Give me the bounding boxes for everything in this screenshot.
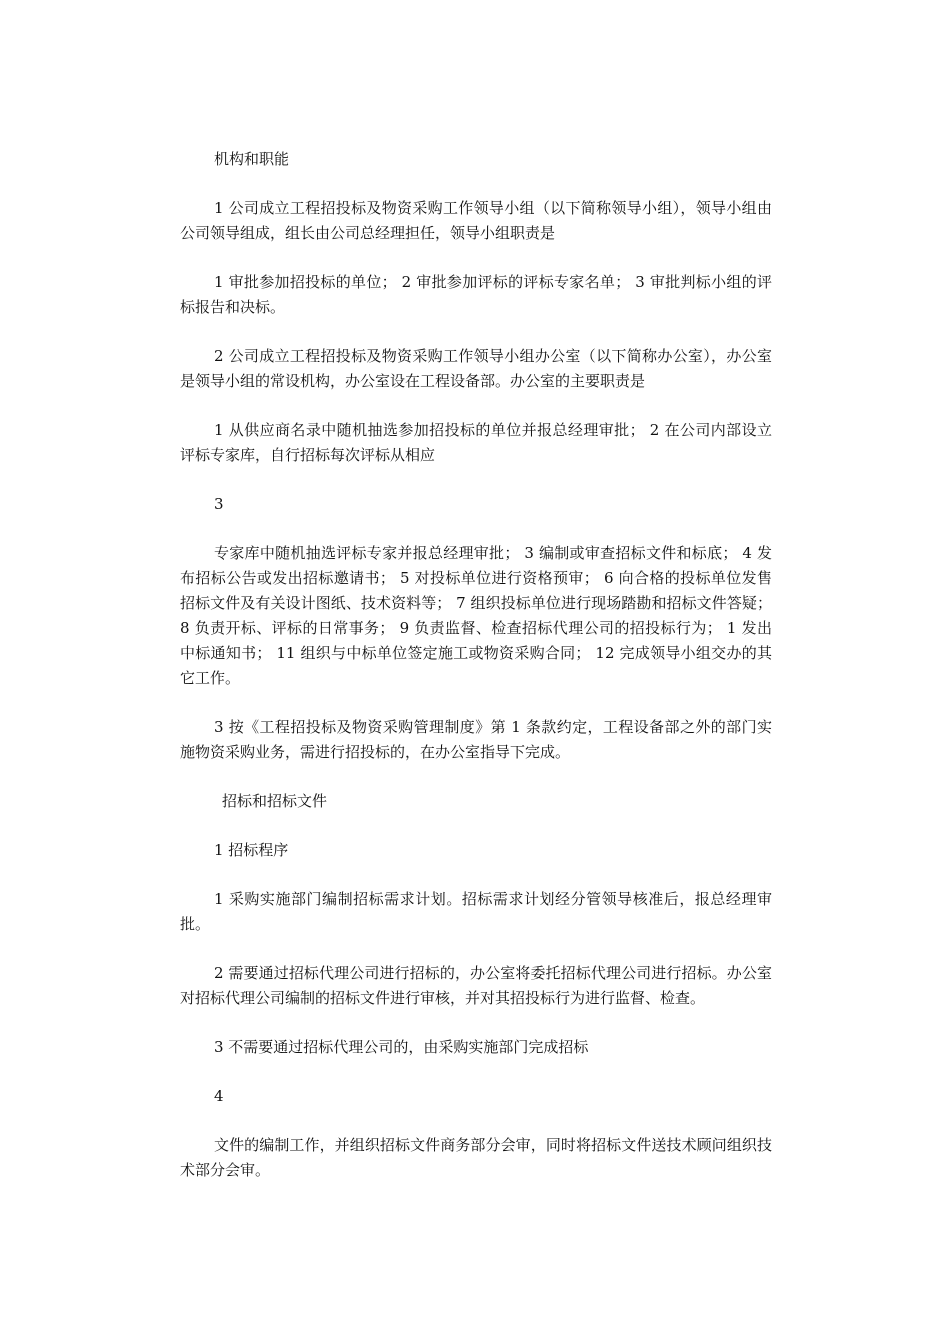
paragraph-leading-group-duties: 1 审批参加招投标的单位； 2 审批参加评标的评标专家名单； 3 审批判标小组的评标报告和决标。	[180, 273, 772, 316]
page-number-4: 4	[214, 1087, 224, 1105]
paragraph-leading-group: 1 公司成立工程招投标及物资采购工作领导小组（以下简称领导小组），领导小组由公司领导组成，组长由公司总经理担任，领导小组职责是	[180, 199, 772, 242]
section-heading-tender: 招标和招标文件	[222, 792, 328, 810]
document-body	[180, 147, 772, 1207]
paragraph-office-duties-part2: 专家库中随机抽选评标专家并报总经理审批； 3 编制或审查招标文件和标底； 4 发布招标公告或发出招标邀请书； 5 对投标单位进行资格预审； 6 向合格的投标单位发售招标文件及有关设计图纸、技术资料等； 7 组织投标单位进行现场踏勘和招标文件答疑； 8 负责开标、评标的日常事务； 9 负责监督、检查招标代理公司的招投标行为； 1 发出中标通知书； 11 组织与中标单位签定施工或物资采购合同； 12 完成领导小组交办的其它工作。	[180, 544, 772, 687]
paragraph-office-duties-part1: 1 从供应商名录中随机抽选参加招投标的单位并报总经理审批； 2 在公司内部设立评标专家库，自行招标每次评标从相应	[180, 421, 772, 464]
page-number-3: 3	[214, 495, 224, 513]
section-heading-organization: 机构和职能	[214, 150, 290, 168]
subheading-tender-procedure: 1 招标程序	[214, 841, 289, 859]
paragraph-other-departments: 3 按《工程招投标及物资采购管理制度》第 1 条款约定，工程设备部之外的部门实施物资采购业务，需进行招投标的，在办公室指导下完成。	[180, 718, 772, 761]
paragraph-office: 2 公司成立工程招投标及物资采购工作领导小组办公室（以下简称办公室），办公室是领导小组的常设机构，办公室设在工程设备部。办公室的主要职责是	[180, 347, 772, 390]
paragraph-procedure-1: 1 采购实施部门编制招标需求计划。招标需求计划经分管领导核准后，报总经理审批。	[180, 890, 772, 933]
paragraph-procedure-3: 3 不需要通过招标代理公司的，由采购实施部门完成招标	[214, 1038, 589, 1056]
paragraph-procedure-2: 2 需要通过招标代理公司进行招标的，办公室将委托招标代理公司进行招标。办公室对招标代理公司编制的招标文件进行审核，并对其招投标行为进行监督、检查。	[180, 964, 772, 1007]
paragraph-procedure-3-cont: 文件的编制工作，并组织招标文件商务部分会审，同时将招标文件送技术顾问组织技术部分会审。	[180, 1136, 772, 1179]
